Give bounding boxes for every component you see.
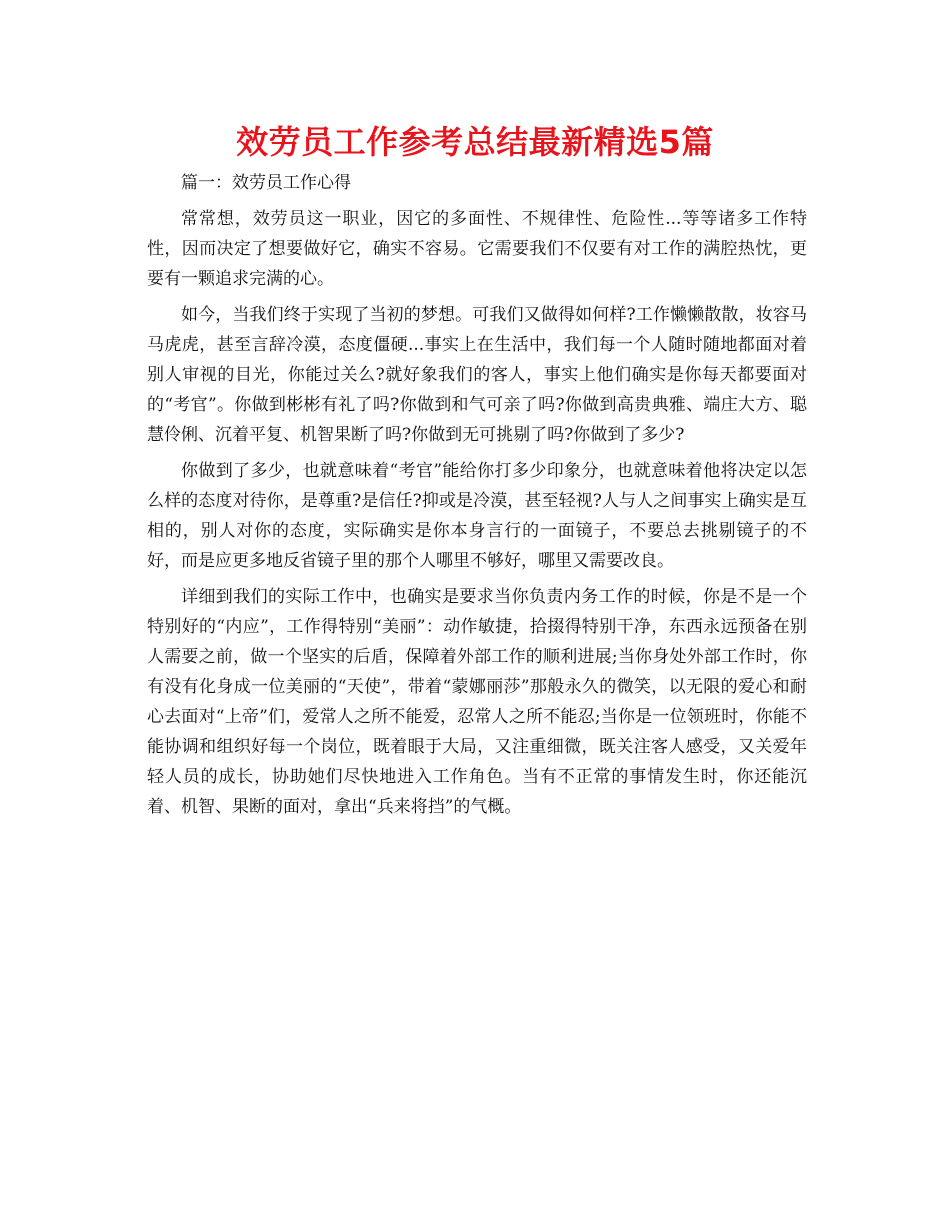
paragraph-1: 常常想，效劳员这一职业，因它的多面性、不规律性、危险性...等等诸多工作特性，因而决定了想要做好它，确实不容易。它需要我们不仅要有对工作的满腔热忱，更要有一颗追求完满的心。 (147, 209, 807, 289)
section-heading: 篇一：效劳员工作心得 (181, 173, 351, 193)
document-title: 效劳员工作参考总结最新精选5篇 (236, 123, 714, 161)
document-body (147, 168, 807, 822)
paragraph-3: 你做到了多少，也就意味着“考官”能给你打多少印象分，也就意味着他将决定以怎么样的态度对待你，是尊重?是信任?抑或是冷漠，甚至轻视?人与人之间事实上确实是互相的，别人对你的态度，实际确实是你本身言行的一面镜子，不要总去挑剔镜子的不好，而是应更多地反省镜子里的那个人哪里不够好，哪里又需要改良。 (147, 461, 807, 571)
paragraph-4: 详细到我们的实际工作中，也确实是要求当你负责内务工作的时候，你是不是一个特别好的“内应”，工作得特别“美丽”：动作敏捷，拾掇得特别干净，东西永远预备在别人需要之前，做一个坚实的后盾，保障着外部工作的顺利进展;当你身处外部工作时，你有没有化身成一位美丽的“天使”，带着“蒙娜丽莎”那般永久的微笑，以无限的爱心和耐心去面对“上帝”们，爱常人之所不能爱，忍常人之所不能忍;当你是一位领班时，你能不能协调和组织好每一个岗位，既着眼于大局，又注重细微，既关注客人感受，又关爱年轻人员的成长，协助她们尽快地进入工作角色。当有不正常的事情发生时，你还能沉着、机智、果断的面对，拿出“兵来将挡”的气概。 (147, 587, 807, 817)
paragraph-2: 如今，当我们终于实现了当初的梦想。可我们又做得如何样?工作懒懒散散，妆容马马虎虎，甚至言辞冷漠，态度僵硬...事实上在生活中，我们每一个人随时随地都面对着别人审视的目光，你能过关么?就好象我们的客人，事实上他们确实是你每天都要面对的“考官”。你做到彬彬有礼了吗?你做到和气可亲了吗?你做到高贵典雅、端庄大方、聪慧伶俐、沉着平复、机智果断了吗?你做到无可挑剔了吗?你做到了多少? (147, 305, 807, 445)
